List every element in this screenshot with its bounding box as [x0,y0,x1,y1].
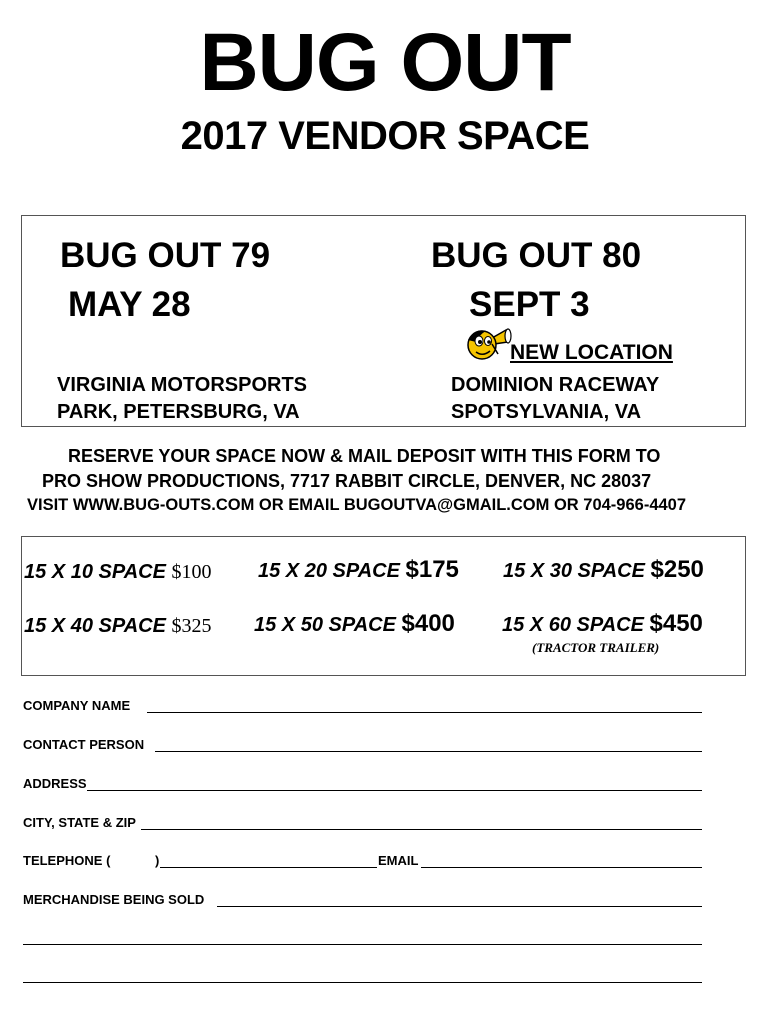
merchandise-field-line3[interactable] [23,982,702,983]
email-label: EMAIL [378,853,419,868]
event-79-name: BUG OUT 79 [60,236,271,275]
space-price: $450 [649,610,703,637]
price-option [24,612,212,640]
email-field[interactable] [421,867,702,868]
price-option [258,556,459,585]
tractor-trailer-note: (TRACTOR TRAILER) [532,640,660,655]
merchandise-field-line2[interactable] [23,944,702,945]
space-price: $325 [171,615,212,637]
event-79-venue-line2: PARK, PETERSBURG, VA [57,401,300,423]
space-size: 15 X 30 SPACE [503,560,645,582]
company-name-field[interactable] [147,712,702,713]
contact-person-label: CONTACT PERSON [23,737,145,752]
event-80-venue-line2: SPOTSYLVANIA, VA [451,401,642,423]
city-state-zip-label: CITY, STATE & ZIP [23,815,136,830]
price-option [502,610,703,639]
space-size: 15 X 60 SPACE [502,614,644,636]
merchandise-field[interactable] [217,906,702,907]
new-location-note: NEW LOCATION [510,341,673,364]
address-field[interactable] [87,790,702,791]
telephone-label: TELEPHONE ( [23,853,111,868]
instructions-line2: PRO SHOW PRODUCTIONS, 7717 RABBIT CIRCLE, DENVER, NC 28037 [42,471,652,491]
space-size: 15 X 10 SPACE [24,561,166,583]
city-state-zip-field[interactable] [141,829,702,830]
merchandise-label: MERCHANDISE BEING SOLD [23,892,205,907]
space-price: $400 [401,610,455,637]
event-80-date: SEPT 3 [469,285,590,324]
event-79-venue-line1: VIRGINIA MOTORSPORTS [57,374,308,396]
space-size: 15 X 20 SPACE [258,560,400,582]
event-79-date: MAY 28 [68,285,191,324]
space-size: 15 X 40 SPACE [24,615,166,637]
contact-person-field[interactable] [155,751,702,752]
space-size: 15 X 50 SPACE [254,614,396,636]
address-label: ADDRESS [23,776,87,791]
instructions-line1: RESERVE YOUR SPACE NOW & MAIL DEPOSIT WITH THIS FORM TO [68,446,661,466]
price-option [24,558,212,586]
price-option [254,610,455,639]
bug-mascot-icon [462,324,512,364]
price-option [503,556,704,585]
page-subtitle: 2017 VENDOR SPACE [180,114,590,158]
space-price: $175 [405,556,459,583]
telephone-field[interactable] [160,867,377,868]
telephone-close-paren: ) [155,853,160,868]
instructions-line3: VISIT WWW.BUG-OUTS.COM OR EMAIL BUGOUTVA@GMAIL.COM OR 704-966-4407 [27,496,687,514]
event-80-venue-line1: DOMINION RACEWAY [451,374,660,396]
space-price: $100 [171,561,212,583]
page-title: BUG OUT [199,17,571,108]
space-price: $250 [650,556,704,583]
event-80-name: BUG OUT 80 [431,236,642,275]
company-name-label: COMPANY NAME [23,698,131,713]
